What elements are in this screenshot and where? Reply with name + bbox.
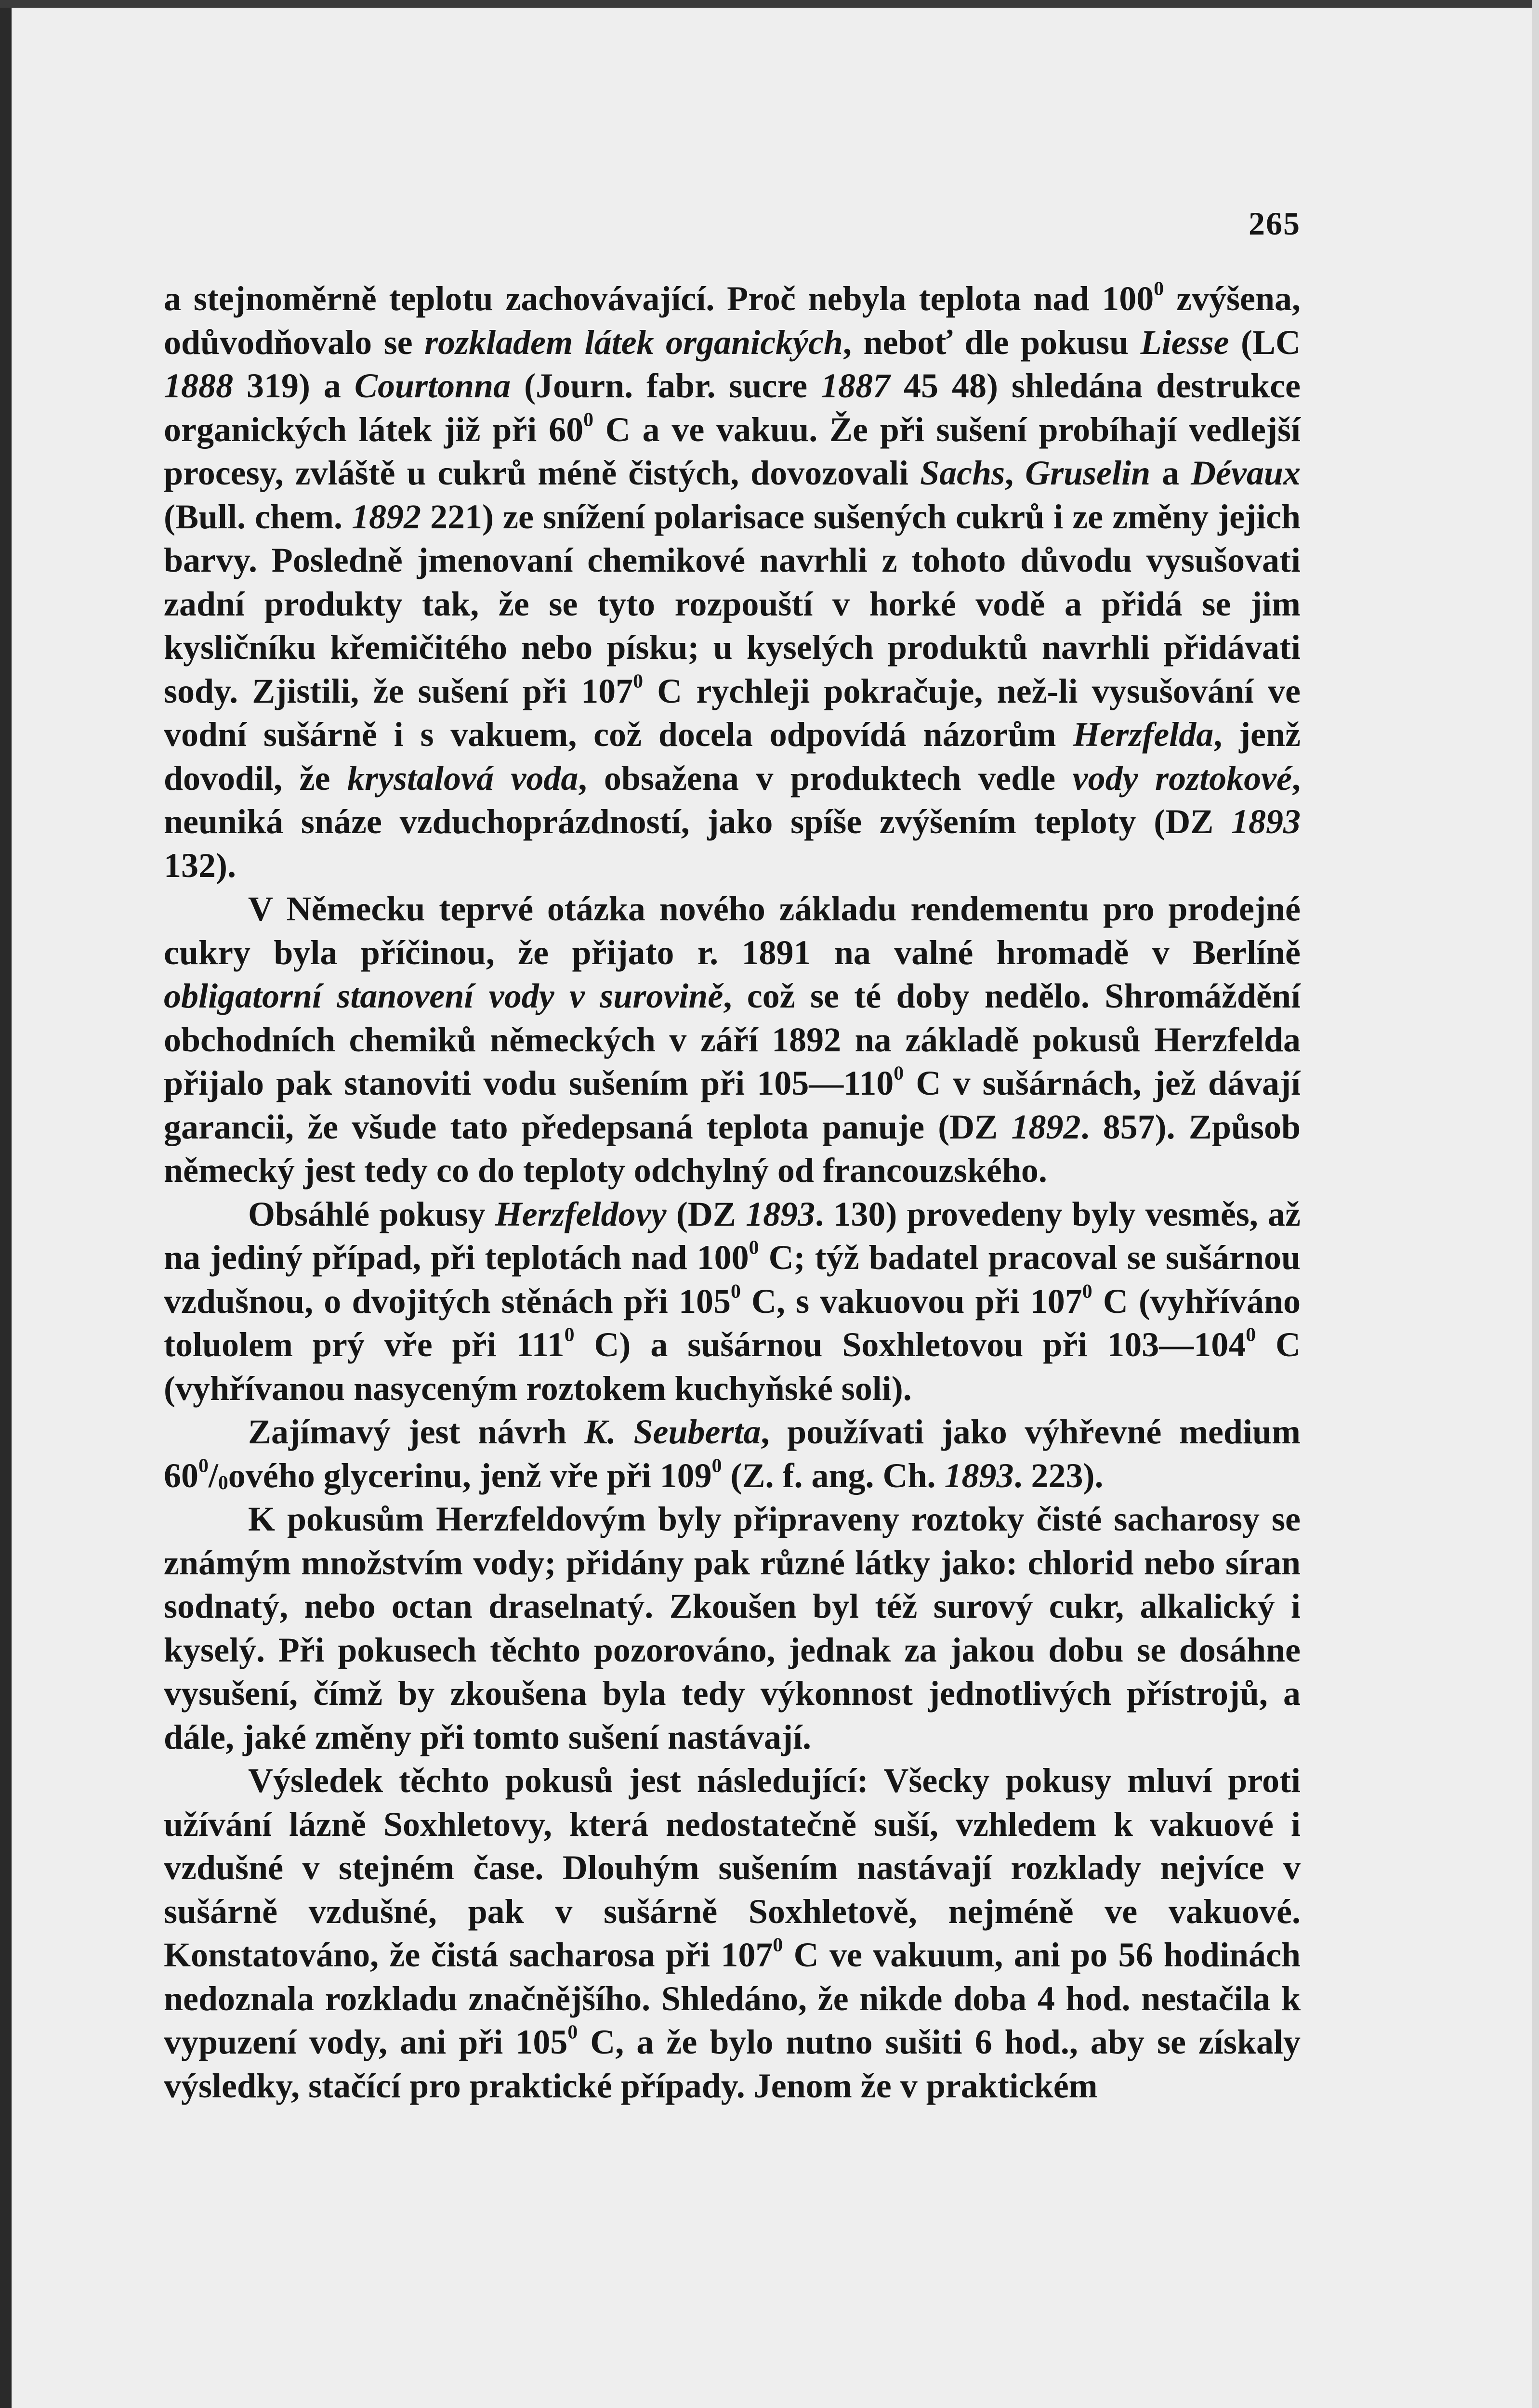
- text-run: , jenž dovodil, že: [164, 715, 1301, 798]
- text-run: 1887: [821, 366, 891, 405]
- text-run: . 130) provedeny byly vesměs, až na jediný případ, při teplotách nad 100: [164, 1194, 1301, 1277]
- text-run: 0: [730, 1280, 741, 1303]
- text-run: . 857). Způsob německý jest tedy co do teploty odchylný od francouzského.: [164, 1107, 1301, 1190]
- text-run: 0: [218, 1471, 228, 1494]
- text-run: 0: [1154, 277, 1164, 300]
- text-run: 0: [567, 2021, 578, 2043]
- text-run: zvýšena, odůvodňovalo se: [164, 279, 1301, 362]
- text-run: C (vyhřívanou nasyceným roztokem kuchyňské soli).: [164, 1325, 1301, 1408]
- scan-edge-left: [0, 0, 12, 2408]
- text-run: 1888: [164, 366, 233, 405]
- text-run: , což se té doby nedělo. Shromáždění obchodních chemiků německých v září 1892 na základě pokusů Herzfelda přijalo pak stanoviti vodu sušením při 105—110: [164, 977, 1301, 1102]
- text-run: 319) a: [233, 366, 355, 405]
- text-run: , obsažena v produktech vedle: [578, 759, 1073, 798]
- text-run: a: [1150, 454, 1191, 492]
- paragraph-6: [164, 1759, 1301, 2107]
- text-run: 132).: [164, 846, 236, 885]
- text-run: obligatorní stanovení vody v surovině: [164, 977, 723, 1015]
- text-run: C; týž badatel pracoval se sušárnou vzdušnou, o dvojitých stěnách při 105: [164, 1238, 1301, 1321]
- text-run: 0: [564, 1323, 575, 1346]
- text-run: 0: [894, 1062, 904, 1085]
- text-run: 0: [773, 1934, 783, 1956]
- text-run: Dévaux: [1191, 454, 1301, 492]
- text-run: . 223).: [1013, 1456, 1104, 1495]
- text-run: Liesse: [1140, 323, 1229, 362]
- text-run: C a ve vakuu. Že při sušení probíhají vedlejší procesy, zvláště u cukrů méně čistých, dovozovali: [164, 410, 1301, 492]
- text-run: C) a sušárnou Soxhletovou při 103—104: [574, 1325, 1246, 1364]
- text-run: Herzfeldovy: [495, 1194, 667, 1233]
- scan-edge-right: [1532, 0, 1539, 2408]
- text-run: 0: [1246, 1323, 1256, 1346]
- scan-edge-top: [0, 0, 1539, 8]
- text-run: V Německu teprvé otázka nového základu rendementu pro prodejné cukry byla příčinou, že přijato r. 1891 na valné hromadě v Berlíně: [164, 890, 1301, 972]
- text-run: 1892: [1011, 1107, 1081, 1146]
- body-text: [164, 277, 1301, 2107]
- text-run: (DZ: [666, 1194, 746, 1233]
- text-run: (Z. f. ang. Ch.: [722, 1456, 945, 1495]
- text-run: C, s vakuovou při 107: [740, 1282, 1082, 1321]
- text-run: Gruselin: [1025, 454, 1151, 492]
- text-run: 0: [583, 408, 593, 431]
- text-run: krystalová voda: [347, 759, 579, 798]
- text-run: 0: [633, 670, 643, 693]
- text-run: /: [208, 1456, 218, 1495]
- text-run: K. Seuberta: [584, 1413, 761, 1451]
- text-run: (Journ. fabr. sucre: [511, 366, 821, 405]
- text-run: , neboť dle pokusu: [842, 323, 1141, 362]
- text-run: (LC: [1229, 323, 1301, 362]
- text-run: K pokusům Herzfeldovým byly připraveny roztoky čisté sacharosy se známým množstvím vody; přidány pak různé látky jako: chlorid nebo síran sodnatý, nebo octan draselnatý. Zkoušen byl též surový cukr, alkalický i kyselý. Při pokusech těchto pozorováno, jednak za jakou dobu se dosáhne vysušení, čímž by zkoušena byla tedy výkonnost jednotlivých přístrojů, a dále, jaké změny při tomto sušení nastávají.: [164, 1500, 1301, 1756]
- text-run: Courtonna: [354, 366, 511, 405]
- text-run: 221) ze snížení polarisace sušených cukrů i ze změny jejich barvy. Posledně jmenovaní chemikové navrhli z tohoto důvodu vysušovati zadní produkty tak, že se tyto rozpouští v horké vodě a přidá se jim kysličníku křemičitého nebo písku; u kyselých produktů navrhli přidávati sody. Zjistili, že sušení při 107: [164, 497, 1301, 710]
- text-run: Výsledek těchto pokusů jest následující: Všecky pokusy mluví proti užívání lázně Soxhletovy, která nedostatečně suší, vzhledem k vakuové i vzdušné v stejném čase. Dlouhým sušením nastávají rozklady nejvíce v sušárně vzdušné, pak v sušárně Soxhletově, nejméně ve vakuové. Konstatováno, že čistá sacharosa při 107: [164, 1761, 1301, 1974]
- paragraph-1: [164, 277, 1301, 887]
- paragraph-5: [164, 1497, 1301, 1759]
- text-run: C ve vakuum, ani po 56 hodinách nedoznala rozkladu značnějšího. Shledáno, že nikde doba 4 hod. nestačila k vypuzení vody, ani při 105: [164, 1936, 1301, 2061]
- text-run: 1893: [1231, 802, 1301, 841]
- paragraph-4: [164, 1410, 1301, 1497]
- text-run: , používati jako výhřevné medium 60: [164, 1413, 1301, 1495]
- text-run: 0: [749, 1236, 759, 1259]
- text-run: 1893: [746, 1194, 816, 1233]
- text-run: a stejnoměrně teplotu zachovávající. Proč nebyla teplota nad 100: [164, 279, 1154, 318]
- text-run: vody roztokové: [1072, 759, 1292, 798]
- text-run: Sachs: [920, 454, 1005, 492]
- text-run: C, a že bylo nutno sušiti 6 hod., aby se získaly výsledky, stačící pro praktické případy. Jenom že v praktickém: [164, 2023, 1301, 2105]
- text-run: Herzfelda: [1073, 715, 1214, 754]
- text-run: 1892: [352, 497, 421, 536]
- text-run: C v sušárnách, jež dávají garancii, že všude tato předepsaná teplota panuje (DZ: [164, 1064, 1301, 1146]
- text-run: rozkladem látek organických: [424, 323, 843, 362]
- text-run: C (vyhříváno toluolem prý vře při 111: [164, 1282, 1301, 1364]
- text-run: ového glycerinu, jenž vře při 109: [228, 1456, 712, 1495]
- text-run: C rychleji pokračuje, než-li vysušování ve vodní sušárně i s vakuem, což docela odpovídá názorům: [164, 671, 1301, 754]
- text-run: ,: [1005, 454, 1026, 492]
- text-run: Obsáhlé pokusy: [248, 1194, 495, 1233]
- paragraph-3: [164, 1192, 1301, 1411]
- text-run: Zajímavý jest návrh: [248, 1413, 584, 1451]
- text-run: , neuniká snáze vzduchoprázdností, jako spíše zvýšením teploty (DZ: [164, 759, 1301, 841]
- text-run: 0: [711, 1454, 722, 1477]
- text-run: 0: [198, 1454, 209, 1477]
- text-run: (Bull. chem.: [164, 497, 352, 536]
- paragraph-2: [164, 887, 1301, 1192]
- page-number: 265: [1249, 205, 1301, 242]
- text-run: 1893: [944, 1456, 1014, 1495]
- text-run: 45 48) shledána destrukce organických látek již při 60: [164, 366, 1301, 449]
- text-run: 0: [1082, 1280, 1092, 1303]
